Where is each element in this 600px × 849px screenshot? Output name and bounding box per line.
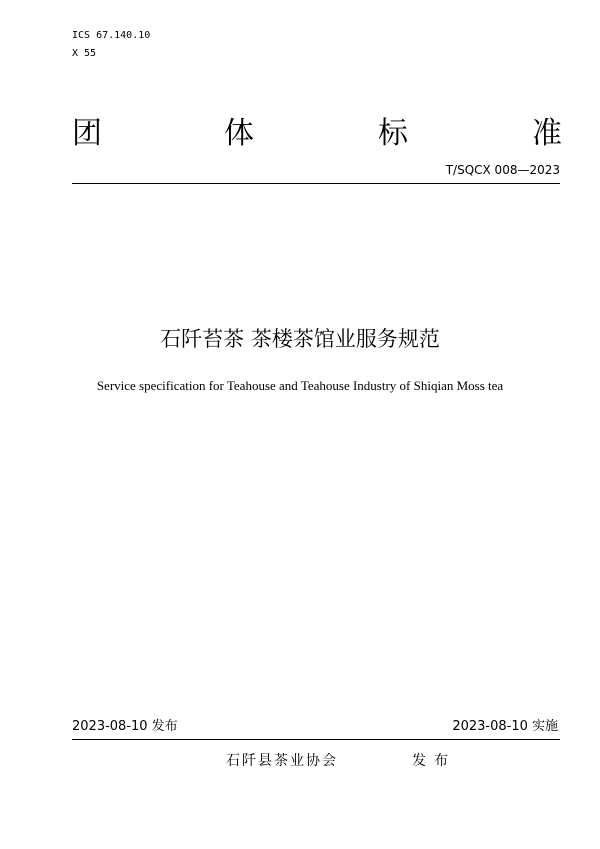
issue-date: 2023-08-10 发布	[72, 719, 178, 734]
standard-type-char: 体	[224, 116, 254, 151]
header-divider	[72, 183, 560, 184]
publisher-name: 石阡县茶业协会	[226, 753, 338, 769]
classification-code: X 55	[72, 48, 97, 59]
implementation-date: 2023-08-10 实施	[452, 719, 558, 734]
standard-type-char: 标	[378, 116, 408, 151]
standard-number: T/SQCX 008—2023	[445, 163, 560, 177]
ics-code: ICS 67.140.10	[72, 30, 151, 41]
standard-type-char: 团	[72, 116, 102, 151]
standard-type-heading	[72, 114, 562, 154]
document-title-chinese: 石阡苔茶 茶楼茶馆业服务规范	[160, 327, 440, 351]
document-title-english: Service specification for Teahouse and Teahouse Industry of Shiqian Moss tea	[96, 378, 504, 393]
footer-divider	[72, 739, 560, 740]
standard-type-char: 准	[532, 116, 562, 151]
publish-label: 发布	[412, 753, 456, 769]
